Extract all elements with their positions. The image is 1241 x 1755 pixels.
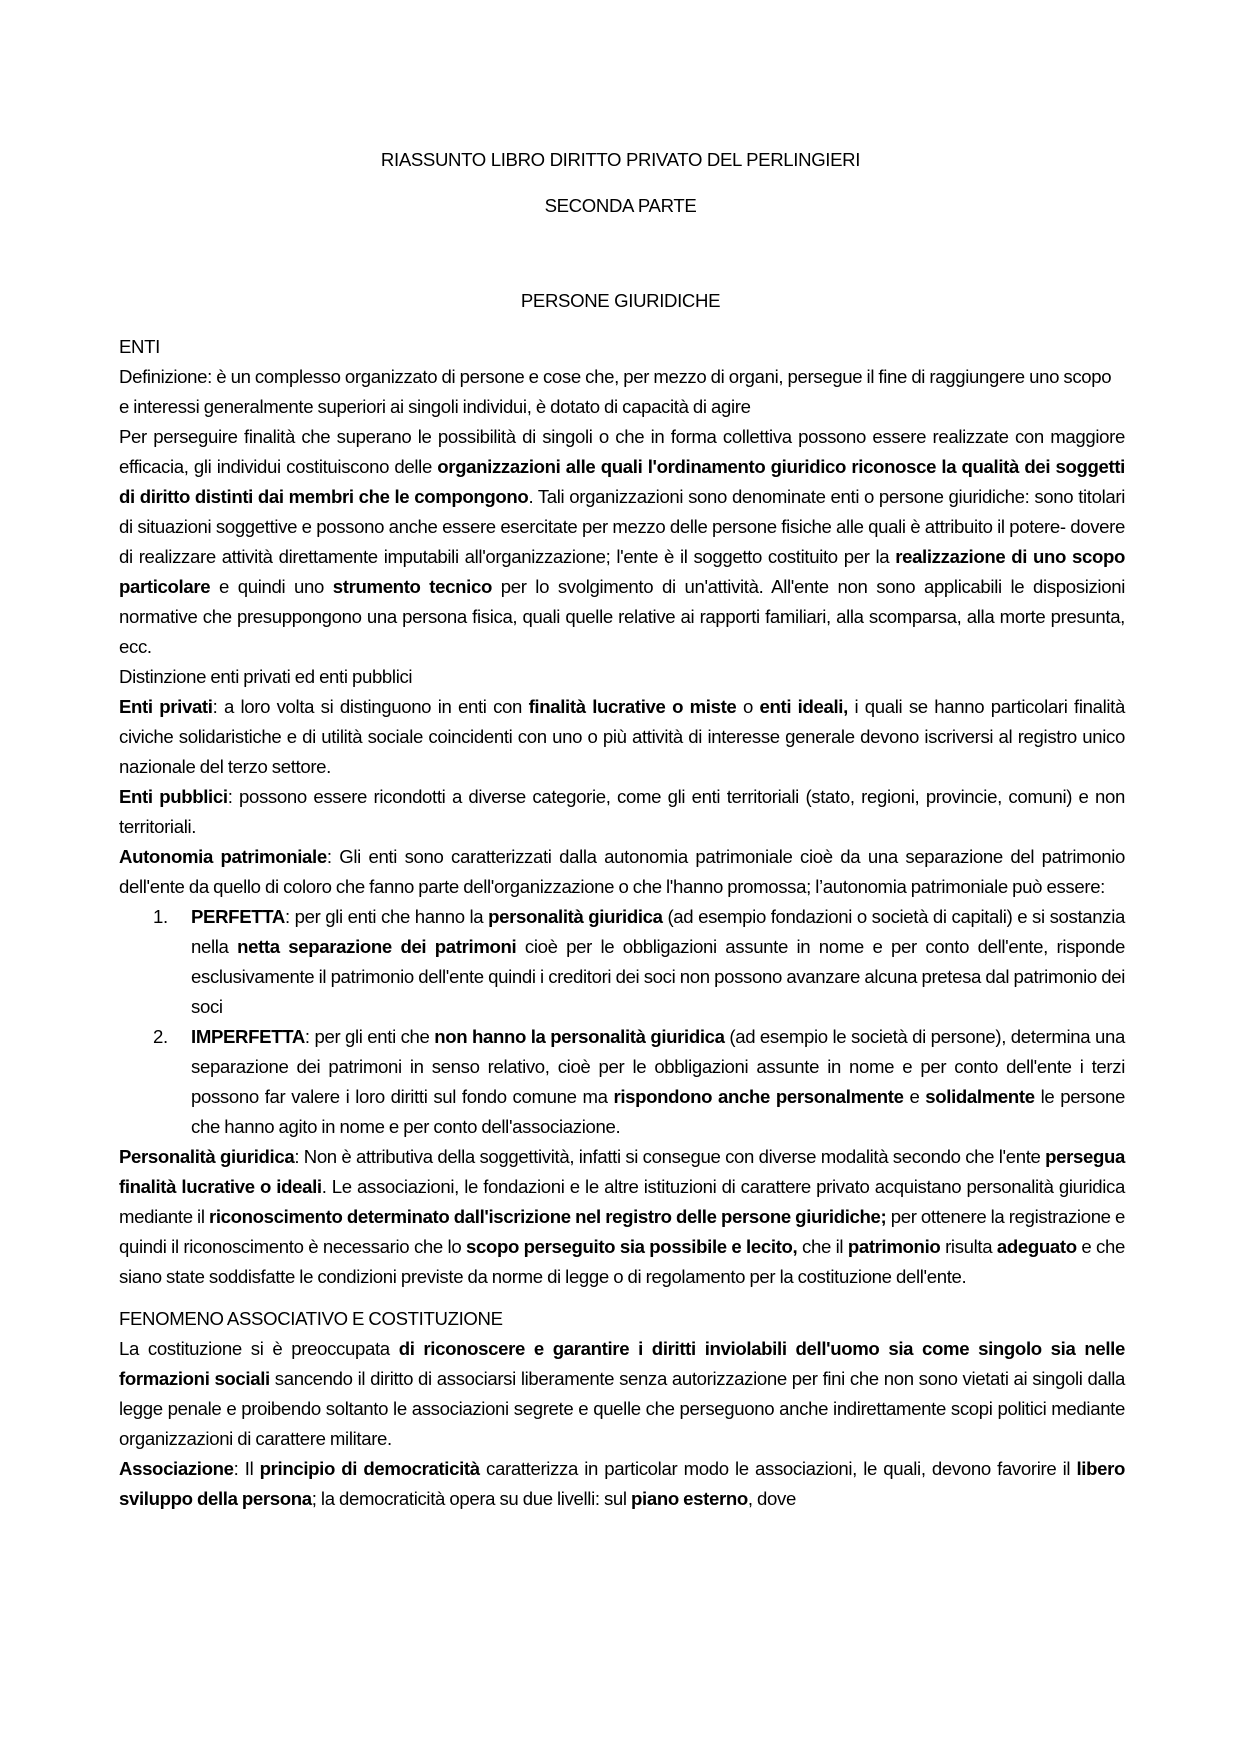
text: per lo svolgimento di un'attività. All'ente non sono applicabili le disposizioni normative che presuppongono una persona fisica, quali quelle relative ai rapporti familiari, alla scomparsa, alla morte presunta, ecc. [119, 576, 1125, 657]
text: . Tali organizzazioni sono denominate enti o persone giuridiche: sono titolari di situazioni soggettive e possono anche essere esercitate per mezzo delle persone fisiche alle quali è attribuito il potere- dovere di realizzare attività direttamente imputabili all'organizzazione; l'ente è il soggetto costituito per la [119, 486, 1125, 567]
list-item-imperfetta [153, 1022, 1125, 1142]
bold-text: solidalmente [925, 1086, 1035, 1107]
spacer [119, 1292, 1125, 1304]
list-number: 1. [153, 906, 168, 927]
paragraph-enti-pubblici [119, 782, 1125, 842]
bold-text: principio di democraticità [259, 1458, 480, 1479]
bold-text: Associazione [119, 1458, 234, 1479]
paragraph-personalita-giuridica [119, 1142, 1125, 1292]
bold-text: di riconoscere e garantire i diritti inviolabili dell'uomo sia come singolo sia nelle formazioni sociali [119, 1338, 1125, 1389]
text: caratterizza in particolar modo le associazioni, le quali, devono favorire il [479, 1458, 1077, 1479]
list-number: 2. [153, 1026, 168, 1047]
bold-text: libero sviluppo della persona [119, 1458, 1126, 1509]
text: sancendo il diritto di associarsi liberamente senza autorizzazione per fini che non sono vietati ai singoli dalla legge penale e proibendo soltanto le associazioni segrete e quelle che perseguono anche indirettamente scopi politici mediante organizzazioni di carattere militare. [119, 1368, 1125, 1449]
bold-text: non hanno la personalità giuridica [434, 1026, 725, 1047]
bold-text: rispondono anche personalmente [613, 1086, 904, 1107]
bold-text: persegua finalità lucrative o ideali [119, 1146, 1125, 1197]
text: e quindi uno [210, 576, 333, 597]
paragraph-enti-privati [119, 692, 1125, 782]
subheading-distinzione: Distinzione enti privati ed enti pubblici [119, 666, 413, 687]
bold-text: personalità giuridica [488, 906, 663, 927]
section-heading-fenomeno: FENOMENO ASSOCIATIVO E COSTITUZIONE [119, 1308, 503, 1329]
chapter-title: PERSONE GIURIDICHE [520, 290, 721, 311]
paragraph-associazione [119, 1454, 1125, 1514]
text: che il [797, 1236, 848, 1257]
text: : a loro volta si distinguono in enti con [212, 696, 529, 717]
document-title: RIASSUNTO LIBRO DIRITTO PRIVATO DEL PERLINGIERI [380, 149, 861, 170]
bold-text: enti ideali, [759, 696, 848, 717]
bold-text: adeguato [996, 1236, 1077, 1257]
bold-text: Enti pubblici [119, 786, 228, 807]
text: Per perseguire finalità che superano le possibilità di singoli o che in forma collettiva possono essere realizzate con maggiore efficacia, gli individui costituiscono delle [119, 426, 1125, 477]
text: : per gli enti che [304, 1026, 435, 1047]
text: o [736, 696, 760, 717]
text: . Le associazioni, le fondazioni e le altre istituzioni di carattere privato acquistano personalità giuridica mediante il [119, 1176, 1125, 1227]
text: , dove [747, 1488, 796, 1509]
paragraph-definizione [119, 362, 1125, 422]
list-item-perfetta [153, 902, 1126, 1022]
text: per ottenere la registrazione e quindi il riconoscimento è necessario che lo [119, 1206, 1126, 1257]
section-heading-enti: ENTI [119, 336, 160, 357]
bold-text: netta separazione dei patrimoni [237, 936, 517, 957]
text: risulta [940, 1236, 997, 1257]
text: : per gli enti che hanno la [284, 906, 489, 927]
bold-text: realizzazione di uno scopo particolare [119, 546, 1125, 597]
text: e [903, 1086, 926, 1107]
bold-text: Enti privati [119, 696, 213, 717]
bold-text: piano esterno [631, 1488, 748, 1509]
text: i quali se hanno particolari finalità civiche solidaristiche e di utilità sociale coincidenti con uno o più attività di interesse generale devono iscriversi al registro unico nazionale del terzo settore. [119, 696, 1125, 777]
bold-text: patrimonio [847, 1236, 941, 1257]
list-item-text [191, 906, 1125, 1017]
text: e che siano state soddisfatte le condizioni previste da norme di legge o di regolamento per la costituzione dell'ente. [119, 1236, 1125, 1287]
text: Definizione: è un complesso organizzato di persone e cose che, per mezzo di organi, persegue il fine di raggiungere uno scopo e interessi generalmente superiori ai singoli individui, è dotato di capacità di agire [119, 366, 1112, 417]
text: : possono essere ricondotti a diverse categorie, come gli enti territoriali (stato, regioni, provincie, comuni) e non territoriali. [119, 786, 1125, 837]
text: le persone che hanno agito in nome e per conto dell'associazione. [191, 1086, 1125, 1137]
bold-text: finalità lucrative o miste [528, 696, 737, 717]
bold-text: strumento tecnico [332, 576, 492, 597]
bold-text: scopo perseguito sia possibile e lecito, [465, 1236, 798, 1257]
document-subtitle: SECONDA PARTE [544, 195, 697, 216]
paragraph-autonomia-patrimoniale [119, 842, 1125, 902]
bold-text: riconoscimento determinato dall'iscrizione nel registro delle persone giuridiche; [208, 1206, 887, 1227]
text: : Gli enti sono caratterizzati dalla autonomia patrimoniale cioè da una separazione del patrimonio dell'ente da quello di coloro che fanno parte dell'organizzazione o che l'hanno promossa; l’autonomia patrimoniale può essere: [119, 846, 1125, 897]
text: : Il [233, 1458, 260, 1479]
paragraph-finalita [119, 422, 1125, 662]
bold-text: IMPERFETTA [191, 1026, 305, 1047]
bold-text: organizzazioni alle quali l'ordinamento giuridico riconosce la qualità dei soggetti di diritto distinti dai membri che le compongono [119, 456, 1125, 507]
text: (ad esempio le società di persone), determina una separazione dei patrimoni in senso relativo, cioè per le obbligazioni assunte in nome e per conto dell'ente i terzi possono far valere i loro diritti sul fondo comune ma [191, 1026, 1125, 1107]
autonomia-list [119, 902, 1125, 1142]
text: ; la democraticità opera su due livelli: sul [311, 1488, 632, 1509]
text: La costituzione si è preoccupata [119, 1338, 399, 1359]
text: cioè per le obbligazioni assunte in nome e per conto dell'ente, risponde esclusivamente il patrimonio dell'ente quindi i creditori dei soci non possono avanzare alcuna pretesa dal patrimonio dei soci [191, 936, 1125, 1017]
bold-text: Autonomia patrimoniale [119, 846, 327, 867]
bold-text: PERFETTA [191, 906, 285, 927]
text: : Non è attributiva della soggettività, infatti si consegue con diverse modalità secondo che l'ente [294, 1146, 1046, 1167]
paragraph-costituzione [119, 1334, 1125, 1454]
list-item-text [191, 1026, 1125, 1137]
bold-text: Personalità giuridica [119, 1146, 295, 1167]
text: (ad esempio fondazioni o società di capitali) e si sostanzia nella [191, 906, 1126, 957]
